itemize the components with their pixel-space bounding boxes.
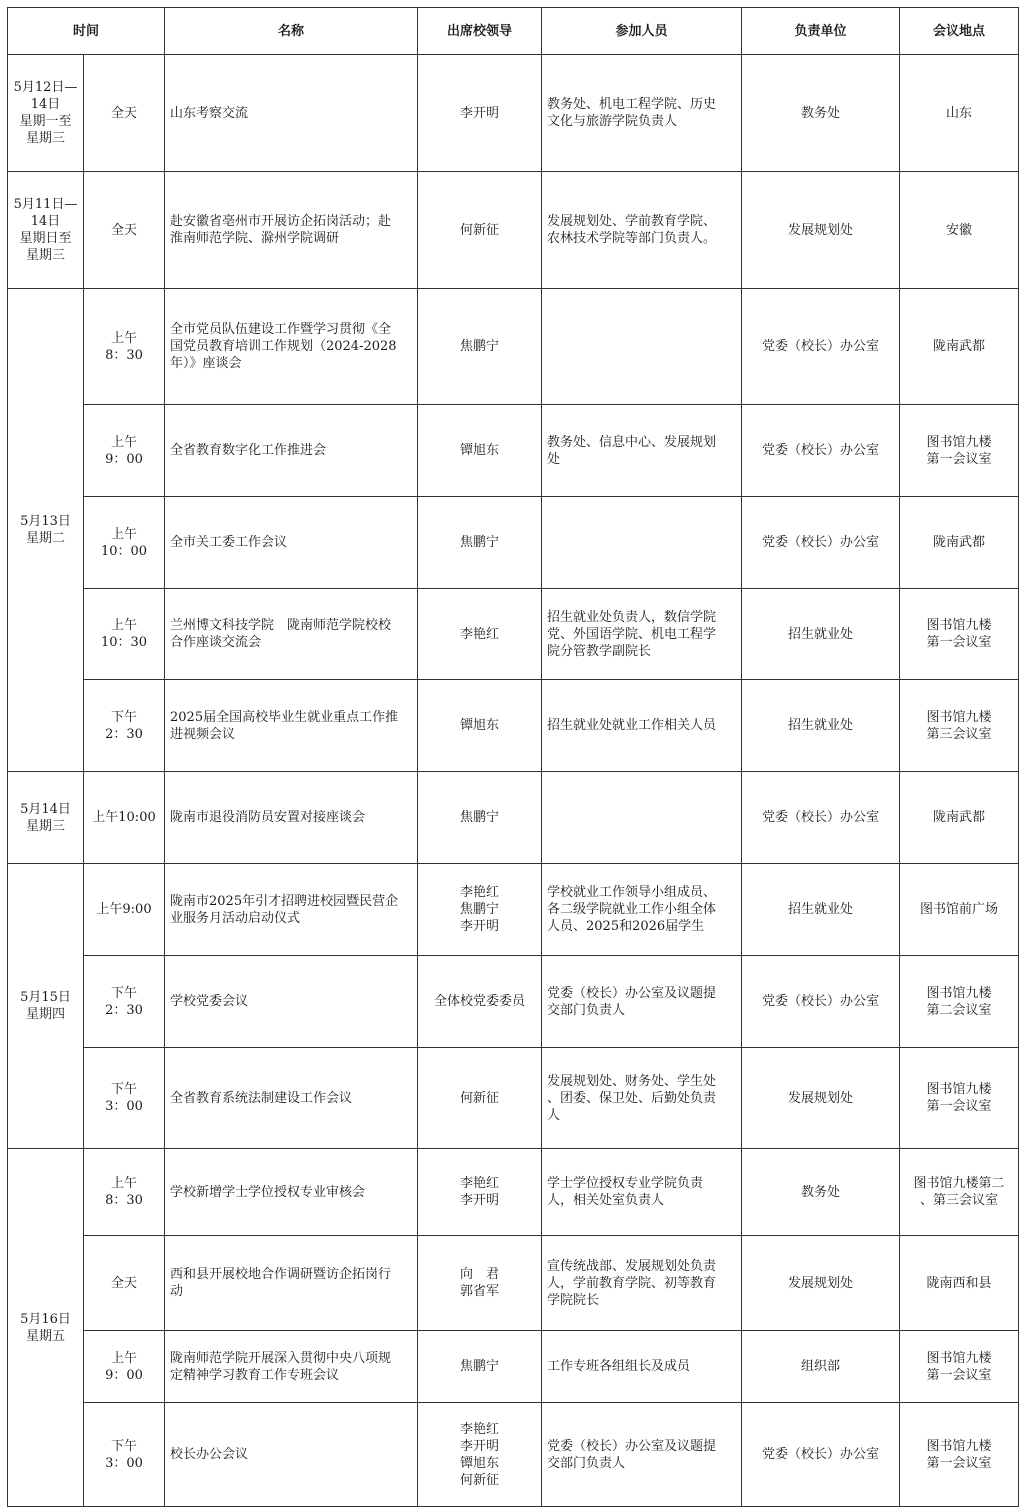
event-time: 全天 bbox=[84, 55, 165, 172]
date-cell: 5月12日— 14日 星期一至 星期三 bbox=[8, 55, 84, 172]
table-row bbox=[8, 589, 1019, 680]
event-leaders: 何新征 bbox=[418, 172, 542, 289]
event-leaders: 焦鹏宁 bbox=[418, 497, 542, 589]
event-participants: 宣传统战部、发展规划处负责 人，学前教育学院、初等教育 学院院长 bbox=[542, 1236, 742, 1331]
event-participants: 党委（校长）办公室及议题提 交部门负责人 bbox=[542, 956, 742, 1048]
event-name: 山东考察交流 bbox=[165, 55, 418, 172]
table-row bbox=[8, 1331, 1019, 1403]
event-time: 上午 8：30 bbox=[84, 1149, 165, 1236]
date-cell: 5月13日 星期二 bbox=[8, 289, 84, 772]
event-participants bbox=[542, 289, 742, 405]
table-row bbox=[8, 289, 1019, 405]
event-place: 图书馆九楼第二 、第三会议室 bbox=[900, 1149, 1019, 1236]
event-name: 陇南师范学院开展深入贯彻中央八项规 定精神学习教育工作专班会议 bbox=[165, 1331, 418, 1403]
event-place: 陇南武都 bbox=[900, 772, 1019, 864]
event-name: 全市党员队伍建设工作暨学习贯彻《全 国党员教育培训工作规划（2024-2028 年）》座谈会 bbox=[165, 289, 418, 405]
event-participants: 学校就业工作领导小组成员、 各二级学院就业工作小组全体 人员、2025和2026届学生 bbox=[542, 864, 742, 956]
event-leaders: 镡旭东 bbox=[418, 680, 542, 772]
event-leaders: 李开明 bbox=[418, 55, 542, 172]
event-leaders: 全体校党委委员 bbox=[418, 956, 542, 1048]
event-unit: 党委（校长）办公室 bbox=[742, 772, 900, 864]
event-name: 兰州博文科技学院 陇南师范学院校校 合作座谈交流会 bbox=[165, 589, 418, 680]
header-unit: 负责单位 bbox=[742, 8, 900, 55]
event-time: 上午 10：00 bbox=[84, 497, 165, 589]
event-time: 全天 bbox=[84, 1236, 165, 1331]
event-name: 西和县开展校地合作调研暨访企拓岗行 动 bbox=[165, 1236, 418, 1331]
event-unit: 党委（校长）办公室 bbox=[742, 1403, 900, 1507]
event-time: 上午 10：30 bbox=[84, 589, 165, 680]
event-unit: 发展规划处 bbox=[742, 1048, 900, 1149]
event-unit: 招生就业处 bbox=[742, 589, 900, 680]
table-row bbox=[8, 680, 1019, 772]
event-participants bbox=[542, 497, 742, 589]
event-name: 全省教育系统法制建设工作会议 bbox=[165, 1048, 418, 1149]
event-place: 陇南西和县 bbox=[900, 1236, 1019, 1331]
table-row bbox=[8, 772, 1019, 864]
event-time: 下午 3：00 bbox=[84, 1048, 165, 1149]
event-place: 图书馆九楼 第一会议室 bbox=[900, 405, 1019, 497]
event-time: 上午 9：00 bbox=[84, 405, 165, 497]
event-name: 陇南市退役消防员安置对接座谈会 bbox=[165, 772, 418, 864]
event-unit: 教务处 bbox=[742, 1149, 900, 1236]
table-row bbox=[8, 497, 1019, 589]
event-place: 图书馆九楼 第二会议室 bbox=[900, 956, 1019, 1048]
event-participants: 教务处、信息中心、发展规划 处 bbox=[542, 405, 742, 497]
event-unit: 发展规划处 bbox=[742, 1236, 900, 1331]
event-unit: 党委（校长）办公室 bbox=[742, 956, 900, 1048]
event-name: 陇南市2025年引才招聘进校园暨民营企 业服务月活动启动仪式 bbox=[165, 864, 418, 956]
event-place: 图书馆九楼 第一会议室 bbox=[900, 1403, 1019, 1507]
table-row bbox=[8, 405, 1019, 497]
event-name: 赴安徽省亳州市开展访企拓岗活动；赴 淮南师范学院、滁州学院调研 bbox=[165, 172, 418, 289]
event-name: 学校党委会议 bbox=[165, 956, 418, 1048]
event-leaders: 李艳红 bbox=[418, 589, 542, 680]
event-participants bbox=[542, 772, 742, 864]
event-unit: 党委（校长）办公室 bbox=[742, 289, 900, 405]
event-participants: 教务处、机电工程学院、历史 文化与旅游学院负责人 bbox=[542, 55, 742, 172]
date-cell: 5月14日 星期三 bbox=[8, 772, 84, 864]
table-row bbox=[8, 864, 1019, 956]
event-place: 山东 bbox=[900, 55, 1019, 172]
event-unit: 党委（校长）办公室 bbox=[742, 497, 900, 589]
event-unit: 教务处 bbox=[742, 55, 900, 172]
table-row bbox=[8, 55, 1019, 172]
event-unit: 党委（校长）办公室 bbox=[742, 405, 900, 497]
event-leaders: 李艳红 焦鹏宁 李开明 bbox=[418, 864, 542, 956]
event-unit: 招生就业处 bbox=[742, 864, 900, 956]
event-time: 下午 3：00 bbox=[84, 1403, 165, 1507]
event-participants: 招生就业处就业工作相关人员 bbox=[542, 680, 742, 772]
schedule-body bbox=[8, 55, 1019, 1507]
event-leaders: 向 君 郭省军 bbox=[418, 1236, 542, 1331]
header-time: 时间 bbox=[8, 8, 165, 55]
event-place: 陇南武都 bbox=[900, 497, 1019, 589]
date-cell: 5月16日 星期五 bbox=[8, 1149, 84, 1507]
event-participants: 学士学位授权专业学院负责 人，相关处室负责人 bbox=[542, 1149, 742, 1236]
event-time: 全天 bbox=[84, 172, 165, 289]
event-leaders: 焦鹏宁 bbox=[418, 1331, 542, 1403]
header-leaders: 出席校领导 bbox=[418, 8, 542, 55]
event-place: 图书馆九楼 第一会议室 bbox=[900, 1331, 1019, 1403]
event-time: 下午 2：30 bbox=[84, 680, 165, 772]
table-row bbox=[8, 956, 1019, 1048]
event-leaders: 焦鹏宁 bbox=[418, 772, 542, 864]
event-time: 下午 2：30 bbox=[84, 956, 165, 1048]
event-place: 安徽 bbox=[900, 172, 1019, 289]
event-leaders: 李艳红 李开明 bbox=[418, 1149, 542, 1236]
header-row bbox=[8, 8, 1019, 55]
event-name: 全市关工委工作会议 bbox=[165, 497, 418, 589]
event-participants: 党委（校长）办公室及议题提 交部门负责人 bbox=[542, 1403, 742, 1507]
event-time: 上午9:00 bbox=[84, 864, 165, 956]
event-unit: 发展规划处 bbox=[742, 172, 900, 289]
table-row bbox=[8, 1149, 1019, 1236]
table-row bbox=[8, 1236, 1019, 1331]
event-name: 2025届全国高校毕业生就业重点工作推 进视频会议 bbox=[165, 680, 418, 772]
schedule-table bbox=[7, 7, 1019, 1507]
event-place: 陇南武都 bbox=[900, 289, 1019, 405]
event-participants: 发展规划处、学前教育学院、 农林技术学院等部门负责人。 bbox=[542, 172, 742, 289]
event-time: 上午 8：30 bbox=[84, 289, 165, 405]
event-participants: 工作专班各组组长及成员 bbox=[542, 1331, 742, 1403]
event-time: 上午10:00 bbox=[84, 772, 165, 864]
header-place: 会议地点 bbox=[900, 8, 1019, 55]
event-place: 图书馆九楼 第一会议室 bbox=[900, 589, 1019, 680]
event-leaders: 焦鹏宁 bbox=[418, 289, 542, 405]
table-row bbox=[8, 1048, 1019, 1149]
header-name: 名称 bbox=[165, 8, 418, 55]
date-cell: 5月15日 星期四 bbox=[8, 864, 84, 1149]
event-name: 学校新增学士学位授权专业审核会 bbox=[165, 1149, 418, 1236]
table-row bbox=[8, 172, 1019, 289]
event-place: 图书馆九楼 第一会议室 bbox=[900, 1048, 1019, 1149]
event-place: 图书馆前广场 bbox=[900, 864, 1019, 956]
header-participants: 参加人员 bbox=[542, 8, 742, 55]
event-unit: 组织部 bbox=[742, 1331, 900, 1403]
event-place: 图书馆九楼 第三会议室 bbox=[900, 680, 1019, 772]
event-participants: 发展规划处、财务处、学生处 、团委、保卫处、后勤处负责 人 bbox=[542, 1048, 742, 1149]
event-participants: 招生就业处负责人，数信学院 党、外国语学院、机电工程学 院分管教学副院长 bbox=[542, 589, 742, 680]
event-time: 上午 9：00 bbox=[84, 1331, 165, 1403]
table-row bbox=[8, 1403, 1019, 1507]
event-name: 全省教育数字化工作推进会 bbox=[165, 405, 418, 497]
event-leaders: 镡旭东 bbox=[418, 405, 542, 497]
event-leaders: 李艳红 李开明 镡旭东 何新征 bbox=[418, 1403, 542, 1507]
event-name: 校长办公会议 bbox=[165, 1403, 418, 1507]
event-unit: 招生就业处 bbox=[742, 680, 900, 772]
event-leaders: 何新征 bbox=[418, 1048, 542, 1149]
date-cell: 5月11日— 14日 星期日至 星期三 bbox=[8, 172, 84, 289]
